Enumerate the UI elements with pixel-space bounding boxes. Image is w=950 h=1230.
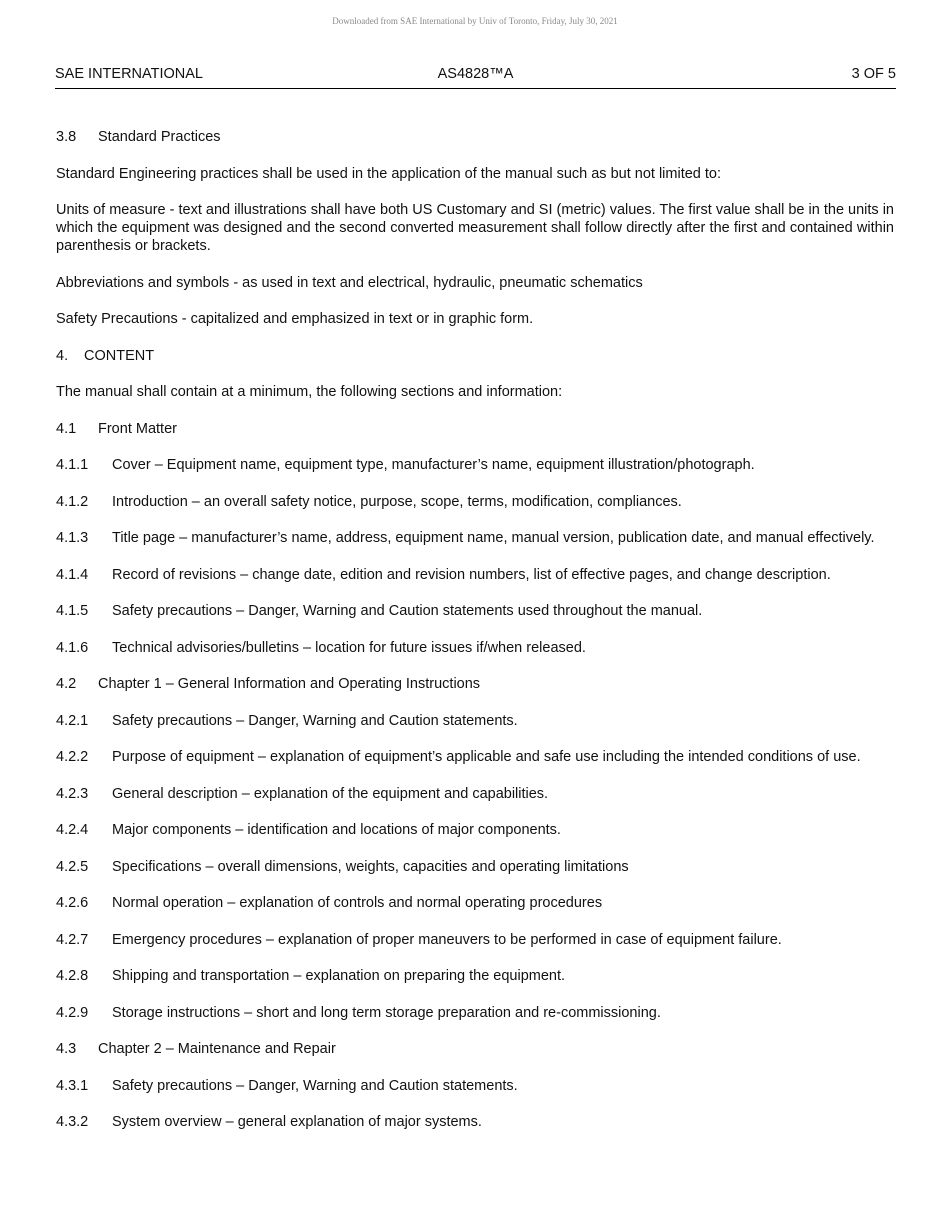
item-text: Shipping and transportation – explanation on preparing the equipment. <box>112 968 566 984</box>
paragraph-safety-precautions: Safety Precautions - capitalized and emphasized in text or in graphic form. <box>56 311 534 327</box>
item-number: 4.2.5 <box>56 858 89 875</box>
section-heading-4 <box>56 347 894 365</box>
paragraph-content-intro: The manual shall contain at a minimum, the following sections and information: <box>56 384 563 400</box>
section-title: CONTENT <box>84 347 155 364</box>
list-item <box>56 931 894 949</box>
item-number: 4.2.7 <box>56 931 89 948</box>
list-item <box>56 785 894 803</box>
list-item <box>56 529 894 547</box>
list-item <box>56 1077 894 1095</box>
item-text: System overview – general explanation of major systems. <box>112 1114 482 1130</box>
item-number: 4.2.4 <box>56 822 89 838</box>
list-item <box>56 894 894 912</box>
header-page-number: 3 OF 5 <box>851 66 896 82</box>
section-number: 3.8 <box>56 129 77 145</box>
item-text: Normal operation – explanation of controls and normal operating procedures <box>112 895 603 911</box>
item-text: General description – explanation of the equipment and capabilities. <box>112 785 549 802</box>
list-item <box>56 748 894 766</box>
item-text: Title page – manufacturer’s name, address, equipment name, manual version, publication date, and manual effectively. <box>112 530 875 546</box>
item-number: 4.1.3 <box>56 530 89 546</box>
list-item <box>56 566 894 584</box>
list-item <box>56 493 894 511</box>
item-text: Storage instructions – short and long term storage preparation and re-commissioning. <box>112 1004 661 1021</box>
section-heading-4-3 <box>56 1040 894 1058</box>
document-body <box>56 128 894 1150</box>
page-header <box>55 66 896 89</box>
list-item <box>56 858 894 876</box>
item-number: 4.1.5 <box>56 603 89 619</box>
item-number: 4.1.4 <box>56 566 89 583</box>
list-item <box>56 821 894 839</box>
list-item <box>56 602 894 620</box>
section-heading-4-1 <box>56 420 894 438</box>
item-text: Safety precautions – Danger, Warning and Caution statements. <box>112 712 518 729</box>
list-item <box>56 1004 894 1022</box>
list-item <box>56 639 894 657</box>
section-heading-4-2 <box>56 675 894 693</box>
item-number: 4.1.2 <box>56 493 89 510</box>
section-number: 4. <box>56 347 69 364</box>
item-number: 4.2.9 <box>56 1004 89 1021</box>
item-number: 4.1.6 <box>56 639 89 656</box>
section-number: 4.1 <box>56 420 77 437</box>
section-title: Chapter 1 – General Information and Operating Instructions <box>98 676 481 692</box>
item-number: 4.3.2 <box>56 1114 89 1130</box>
section-title: Front Matter <box>98 420 177 437</box>
item-text: Safety precautions – Danger, Warning and Caution statements. <box>112 1077 518 1094</box>
download-watermark: Downloaded from SAE International by Univ of Toronto, Friday, July 30, 2021 <box>332 16 618 26</box>
paragraph-units-of-measure: Units of measure - text and illustrations shall have both US Customary and SI (metric) values. The first value shall be in the units in which the equipment was designed and the second converted measurement shall follow directly after the first and contained within parenthesis or brackets. <box>56 202 894 254</box>
item-number: 4.2.1 <box>56 712 89 729</box>
item-number: 4.2.6 <box>56 895 89 911</box>
item-text: Technical advisories/bulletins – location for future issues if/when released. <box>112 639 586 656</box>
item-text: Specifications – overall dimensions, weights, capacities and operating limitations <box>112 858 629 875</box>
section-heading-3-8 <box>56 128 894 146</box>
item-text: Introduction – an overall safety notice, purpose, scope, terms, modification, compliances. <box>112 493 682 510</box>
list-item <box>56 1113 894 1131</box>
item-number: 4.2.2 <box>56 749 89 765</box>
item-number: 4.3.1 <box>56 1077 89 1094</box>
section-number: 4.2 <box>56 676 77 692</box>
item-text: Safety precautions – Danger, Warning and Caution statements used throughout the manual. <box>112 603 703 619</box>
header-document-number: AS4828™A <box>437 66 514 82</box>
item-text: Cover – Equipment name, equipment type, manufacturer’s name, equipment illustration/photograph. <box>112 457 755 473</box>
header-organization: SAE INTERNATIONAL <box>55 66 203 82</box>
item-number: 4.1.1 <box>56 457 89 473</box>
item-text: Major components – identification and locations of major components. <box>112 822 561 838</box>
list-item <box>56 712 894 730</box>
paragraph-standard-practices: Standard Engineering practices shall be used in the application of the manual such as but not limited to: <box>56 165 721 182</box>
item-text: Purpose of equipment – explanation of equipment’s applicable and safe use including the intended conditions of use. <box>112 749 861 765</box>
item-text: Emergency procedures – explanation of proper maneuvers to be performed in case of equipment failure. <box>112 931 782 948</box>
item-number: 4.2.8 <box>56 968 89 984</box>
section-title: Chapter 2 – Maintenance and Repair <box>98 1041 336 1057</box>
list-item <box>56 456 894 474</box>
paragraph-abbreviations: Abbreviations and symbols - as used in text and electrical, hydraulic, pneumatic schematics <box>56 274 643 291</box>
section-title: Standard Practices <box>98 129 221 145</box>
item-number: 4.2.3 <box>56 785 89 802</box>
item-text: Record of revisions – change date, edition and revision numbers, list of effective pages, and change description. <box>112 566 831 583</box>
list-item <box>56 967 894 985</box>
section-number: 4.3 <box>56 1041 77 1057</box>
